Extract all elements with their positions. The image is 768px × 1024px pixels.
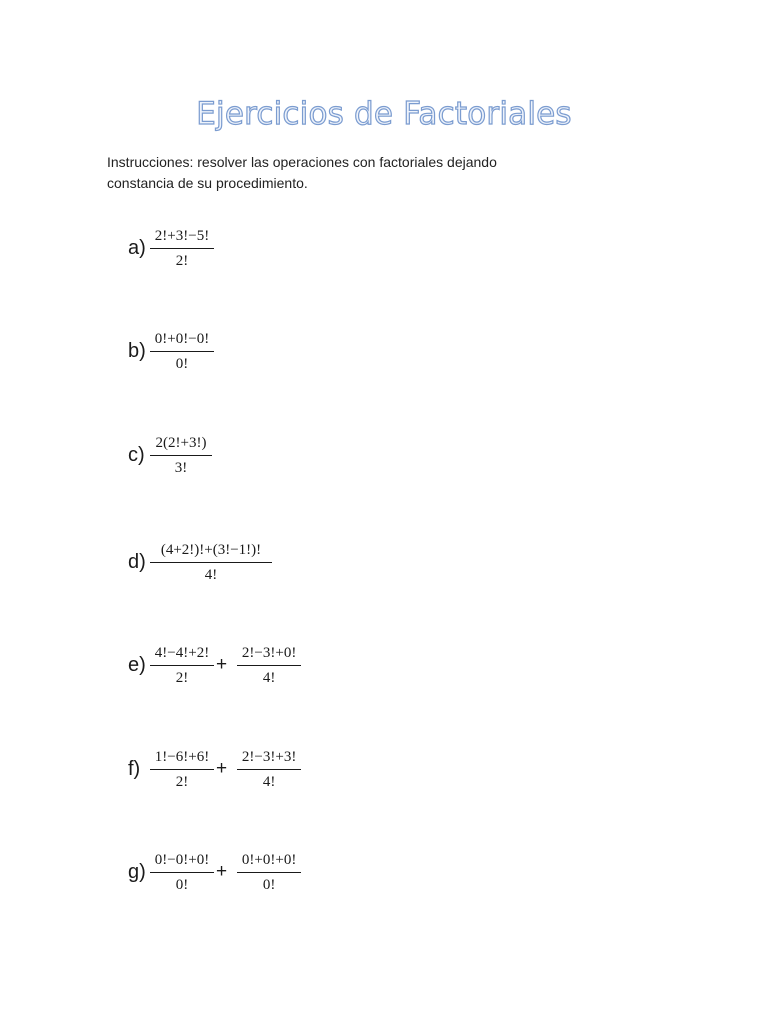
fraction [237,851,301,894]
exercise-label: a) [128,237,146,259]
numerator: 0!+0!−0! [154,330,210,347]
fraction [150,748,214,791]
numerator: 2!−3!+0! [241,644,297,661]
numerator: 2!+3!−5! [154,227,210,244]
exercise-g [128,842,301,902]
fraction [150,644,214,687]
denominator: 0! [262,876,276,893]
exercise-e [128,635,301,695]
numerator: (4+2!)!+(3!−1!)! [160,541,262,558]
denominator: 0! [175,876,189,893]
denominator: 0! [175,355,189,372]
denominator: 4! [262,773,276,790]
denominator: 4! [204,566,218,583]
fraction [150,851,214,894]
fraction [237,644,301,687]
exercise-label: e) [128,654,146,676]
exercise-c [128,425,212,485]
denominator: 2! [175,252,189,269]
numerator: 4!−4!+2! [154,644,210,661]
denominator: 2! [175,773,189,790]
denominator: 2! [175,669,189,686]
plus-sign: + [216,861,228,882]
instructions-text: Instrucciones: resolver las operaciones con factoriales dejando constancia de su procedimiento. [107,154,497,191]
numerator: 0!+0!+0! [241,851,297,868]
plus-sign: + [216,758,228,779]
numerator: 2(2!+3!) [155,434,207,451]
fraction [150,227,214,270]
numerator: 1!−6!+6! [154,748,210,765]
fraction [237,748,301,791]
denominator: 3! [174,459,188,476]
exercise-label: d) [128,551,146,573]
fraction [150,330,214,373]
numerator: 2!−3!+3! [241,748,297,765]
exercise-a [128,218,214,278]
document-title: Ejercicios de Factoriales [196,96,572,132]
exercise-label: f) [128,758,141,780]
exercise-label: c) [128,444,145,466]
exercise-label: g) [128,861,146,883]
exercise-label: b) [128,340,146,362]
exercise-b [128,321,214,381]
fraction [150,434,212,477]
fraction [150,541,272,584]
exercise-d [128,532,272,592]
exercise-f [128,739,301,799]
numerator: 0!−0!+0! [154,851,210,868]
denominator: 4! [262,669,276,686]
plus-sign: + [216,654,228,675]
